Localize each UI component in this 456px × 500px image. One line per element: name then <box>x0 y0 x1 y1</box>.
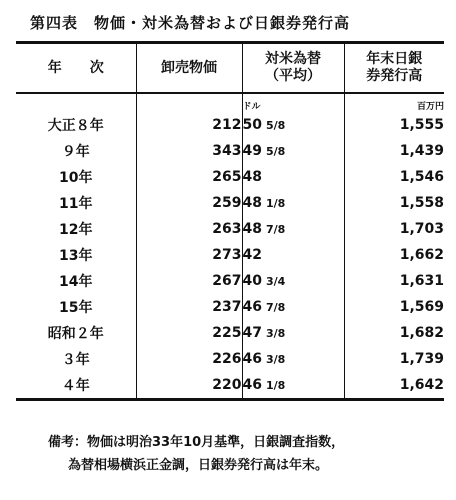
rate-whole: 46 <box>242 299 262 315</box>
table-row <box>16 242 444 268</box>
rate-whole: 47 <box>242 325 262 341</box>
cell-bank: 1,546 <box>344 164 444 190</box>
cell-bank: 1,682 <box>344 320 444 346</box>
cell-bank: 1,558 <box>344 190 444 216</box>
rate-whole: 42 <box>242 247 262 263</box>
footnote-line1: 備考：物価は明治33年10月基準，日銀調査指数， <box>48 435 345 450</box>
units-row <box>16 93 444 112</box>
cell-rate <box>242 320 344 346</box>
header-rate <box>242 43 344 94</box>
rate-fraction: 7/8 <box>265 301 286 314</box>
table-row <box>16 268 444 294</box>
cell-bank: 1,642 <box>344 372 444 400</box>
header-bank-line2: 券発行高 <box>366 68 423 84</box>
cell-rate <box>242 112 344 138</box>
cell-rate <box>242 216 344 242</box>
table-row <box>16 294 444 320</box>
cell-year: 大正８年 <box>47 118 104 134</box>
rate-whole: 48 <box>242 221 262 237</box>
cell-bank: 1,555 <box>344 112 444 138</box>
cell-year: 13年 <box>59 248 93 264</box>
table-row <box>16 346 444 372</box>
cell-rate <box>242 268 344 294</box>
header-rate-line1: 対米為替 <box>265 51 321 67</box>
rate-fraction: 1/8 <box>265 379 286 392</box>
cell-price: 237 <box>136 294 242 320</box>
table-row <box>16 190 444 216</box>
cell-bank: 1,569 <box>344 294 444 320</box>
rate-whole: 40 <box>242 273 262 289</box>
footnote <box>48 431 344 477</box>
cell-rate <box>242 242 344 268</box>
rate-fraction: 3/4 <box>265 275 286 288</box>
cell-rate <box>242 372 344 400</box>
rate-fraction: 7/8 <box>265 223 286 236</box>
rate-whole: 50 <box>242 117 262 133</box>
cell-price: 273 <box>136 242 242 268</box>
rate-whole: 49 <box>242 143 262 159</box>
cell-rate <box>242 346 344 372</box>
cell-year: ９年 <box>61 144 90 160</box>
cell-price: 220 <box>136 372 242 400</box>
header-rate-line2: （平均） <box>265 68 321 84</box>
header-price: 卸売物価 <box>136 43 242 94</box>
rate-whole: 48 <box>242 169 262 185</box>
rate-fraction: 1/8 <box>265 197 286 210</box>
table-row <box>16 138 444 164</box>
cell-bank: 1,703 <box>344 216 444 242</box>
cell-price: 263 <box>136 216 242 242</box>
footnote-line2: 為替相場横浜正金調，日銀券発行高は年末。 <box>68 458 329 473</box>
cell-year: ３年 <box>61 352 90 368</box>
cell-price: 225 <box>136 320 242 346</box>
table-row <box>16 216 444 242</box>
cell-price: 212 <box>136 112 242 138</box>
cell-year: 14年 <box>59 274 93 290</box>
cell-year: 11年 <box>59 196 93 212</box>
header-year: 年 次 <box>16 43 136 94</box>
rate-whole: 46 <box>242 351 262 367</box>
table-row <box>16 372 444 400</box>
unit-bank: 百万円 <box>344 93 444 112</box>
cell-rate <box>242 138 344 164</box>
rate-fraction: 5/8 <box>265 145 286 158</box>
table-row <box>16 320 444 346</box>
cell-price: 226 <box>136 346 242 372</box>
cell-rate <box>242 164 344 190</box>
cell-bank: 1,739 <box>344 346 444 372</box>
table-row <box>16 112 444 138</box>
cell-bank: 1,662 <box>344 242 444 268</box>
data-table <box>16 41 444 401</box>
cell-rate <box>242 294 344 320</box>
header-row <box>16 43 444 94</box>
header-bank-line1: 年末日銀 <box>366 51 423 67</box>
cell-price: 259 <box>136 190 242 216</box>
rate-fraction: 5/8 <box>265 119 286 132</box>
rate-fraction: 3/8 <box>265 327 286 340</box>
cell-price: 267 <box>136 268 242 294</box>
cell-bank: 1,631 <box>344 268 444 294</box>
header-bank <box>344 43 444 94</box>
table-row <box>16 164 444 190</box>
cell-year: ４年 <box>61 378 90 394</box>
unit-rate: ドル <box>242 93 344 112</box>
cell-rate <box>242 190 344 216</box>
cell-year: 15年 <box>59 300 93 316</box>
cell-price: 265 <box>136 164 242 190</box>
cell-price: 343 <box>136 138 242 164</box>
cell-year: 12年 <box>59 222 93 238</box>
table-title: 第四表 物価・対米為替および日銀券発行高 <box>30 14 351 32</box>
cell-bank: 1,439 <box>344 138 444 164</box>
rate-whole: 48 <box>242 195 262 211</box>
rate-fraction: 3/8 <box>265 353 286 366</box>
rate-whole: 46 <box>242 377 262 393</box>
cell-year: 10年 <box>59 170 93 186</box>
cell-year: 昭和２年 <box>47 326 104 342</box>
